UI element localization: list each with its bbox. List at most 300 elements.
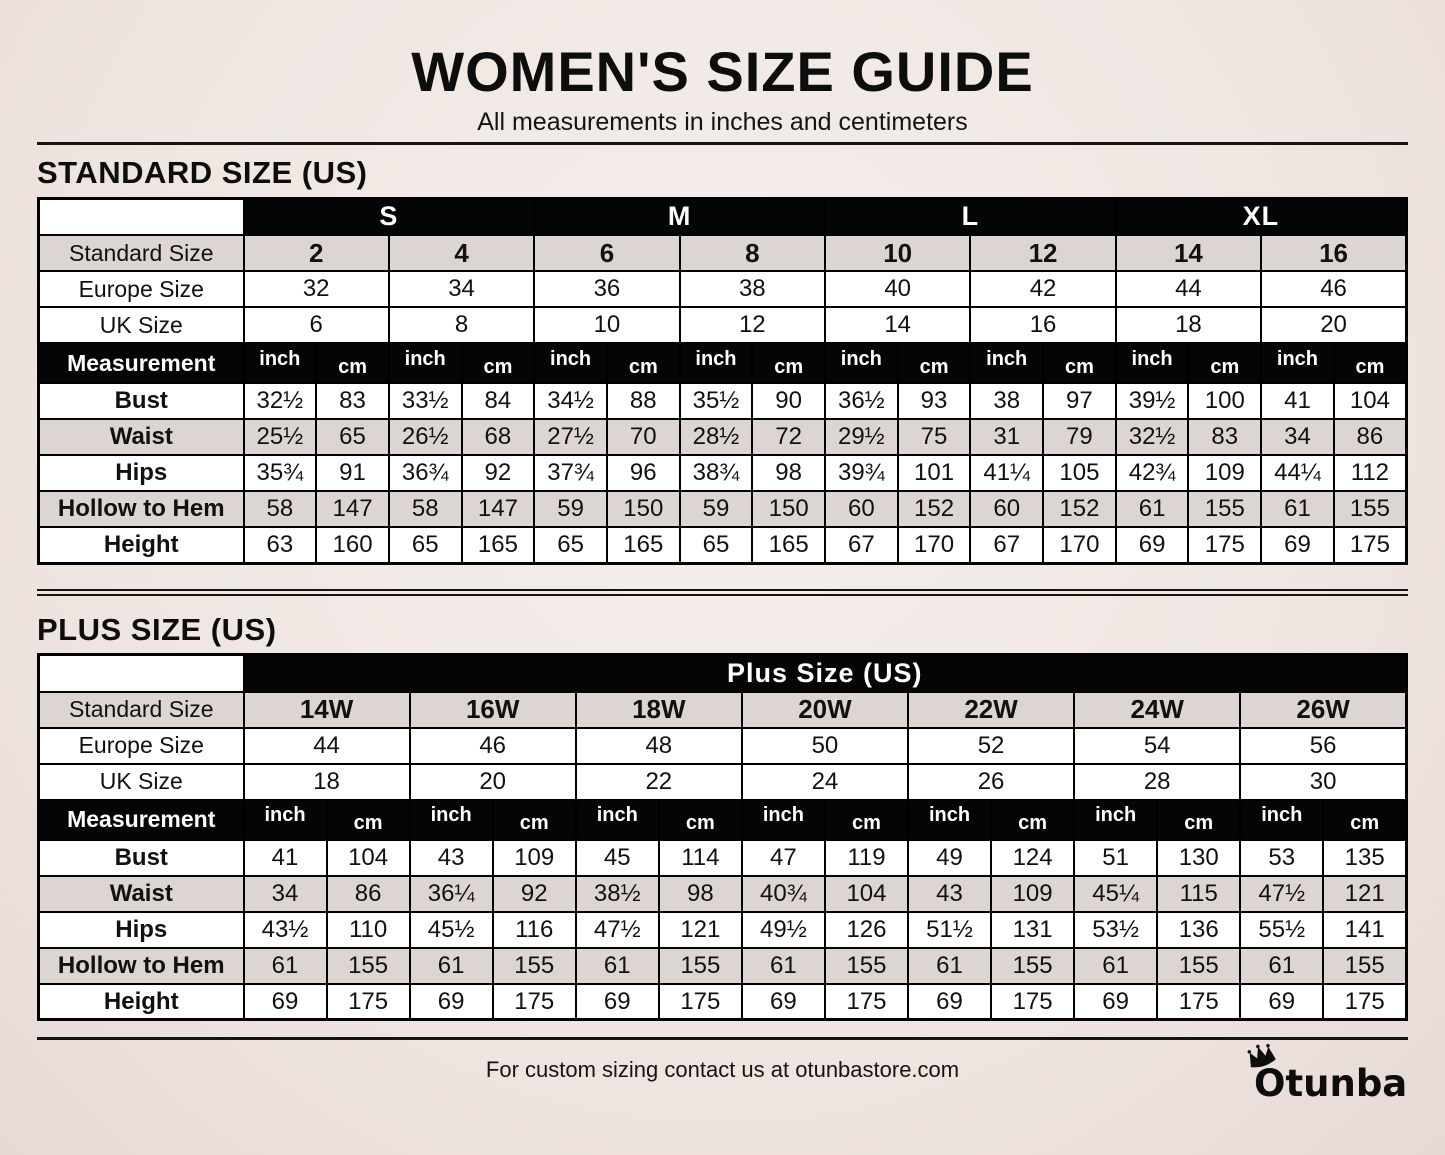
measurement-value-cell <box>1261 419 1334 455</box>
measurement-value-cell <box>244 984 327 1020</box>
size-group-row <box>39 198 1407 235</box>
europe-size-cell <box>389 271 534 307</box>
measurement-value-cell <box>1074 840 1157 876</box>
measurement-value-cell <box>244 455 317 491</box>
unit-inch-label <box>1116 343 1189 383</box>
measurement-value-cell-text: 98 <box>686 879 714 907</box>
measurement-value-cell-text: 41 <box>271 843 299 871</box>
measurement-value-cell <box>1240 948 1323 984</box>
standard-size-cell <box>1116 235 1261 271</box>
measurement-value-cell-text: 136 <box>1178 915 1219 943</box>
measurement-value-cell-text: 40¾ <box>760 879 807 907</box>
measurement-value-cell-text: 70 <box>629 423 657 451</box>
europe-size-cell <box>970 271 1115 307</box>
europe-size-cell <box>825 271 970 307</box>
measurement-value-cell <box>1188 419 1261 455</box>
europe-size-cell-text: 50 <box>811 731 839 759</box>
unit-cm-label <box>752 343 825 383</box>
measurement-value-cell <box>1116 491 1189 527</box>
standard-size-cell <box>1074 692 1240 728</box>
measurement-value-cell <box>607 383 680 419</box>
measurement-value-cell <box>908 876 991 912</box>
measurement-value-cell-text: 36¾ <box>401 459 449 487</box>
measurement-value-cell <box>1261 491 1334 527</box>
measurement-value-cell-text: 160 <box>332 530 373 558</box>
europe-size-cell-text: 52 <box>977 731 1005 759</box>
unit-cm-label-text: cm <box>919 355 949 378</box>
uk-size-row <box>39 307 1407 343</box>
measurement-value-cell-text: 165 <box>623 530 664 558</box>
unit-inch-label-text: inch <box>1276 347 1319 370</box>
measurement-row-label <box>39 419 244 455</box>
measurement-value-cell-text: 45½ <box>427 915 475 943</box>
measurement-value-cell <box>244 419 317 455</box>
europe-size-cell-text: 42 <box>1029 275 1057 303</box>
size-group-header-text: XL <box>1242 201 1280 232</box>
measurement-value-cell <box>1157 876 1240 912</box>
measurement-value-cell <box>316 419 389 455</box>
unit-cm-label <box>898 343 971 383</box>
measurement-value-cell <box>389 455 462 491</box>
unit-cm-label <box>1323 800 1406 840</box>
uk-size-cell-text: 6 <box>309 311 323 339</box>
measurement-value-cell <box>493 948 576 984</box>
measurement-value-cell <box>1261 455 1334 491</box>
measurement-value-cell-text: 51 <box>1102 843 1129 871</box>
measurement-value-cell <box>659 984 742 1020</box>
measurement-value-cell-text: 58 <box>266 495 294 523</box>
standard-size-cell-text: 6 <box>599 237 615 268</box>
measurement-value-cell-text: 61 <box>271 951 299 979</box>
uk-size-cell <box>534 307 679 343</box>
measurement-value-cell <box>1323 948 1406 984</box>
measurement-value-cell <box>607 455 680 491</box>
measurement-value-cell-text: 69 <box>1138 530 1166 558</box>
measurement-value-cell-text: 36½ <box>837 387 885 415</box>
measurement-value-cell <box>576 840 659 876</box>
measurement-value-cell <box>680 419 753 455</box>
measurement-value-cell <box>244 948 327 984</box>
europe-size-cell-text: 32 <box>302 275 330 303</box>
europe-size-row <box>39 271 1407 307</box>
unit-inch-label <box>534 343 607 383</box>
measurement-row-label-text: Hollow to Hem <box>57 495 225 523</box>
measurement-value-cell <box>1323 912 1406 948</box>
standard-size-cell <box>1261 235 1406 271</box>
measurement-value-cell-text: 61 <box>1268 951 1296 979</box>
measurement-value-cell <box>1323 840 1406 876</box>
uk-size-cell <box>244 307 389 343</box>
measurement-value-cell <box>462 455 535 491</box>
measurement-value-cell-text: 25½ <box>256 423 304 451</box>
measurement-value-cell-text: 155 <box>348 951 389 979</box>
standard-size-cell-text: 18W <box>632 694 686 725</box>
size-group-header-text: L <box>961 201 980 232</box>
unit-inch-label-text: inch <box>1261 804 1303 827</box>
measurement-value-cell <box>327 984 410 1020</box>
measurement-value-cell-text: 61 <box>1102 951 1129 979</box>
measurement-value-cell <box>1116 455 1189 491</box>
measurement-value-cell <box>970 527 1043 563</box>
size-group-header <box>1116 198 1407 235</box>
unit-cm-label <box>659 800 742 840</box>
measurement-row <box>39 984 1407 1020</box>
measurement-value-cell-text: 65 <box>557 530 584 558</box>
measurement-header-row <box>39 800 1407 840</box>
measurement-value-cell-text: 61 <box>770 951 797 979</box>
measurement-value-cell <box>1043 419 1116 455</box>
europe-size-cell-text: 34 <box>448 275 475 303</box>
measurement-value-cell <box>410 840 493 876</box>
measurement-value-cell <box>327 948 410 984</box>
measurement-value-cell <box>244 876 327 912</box>
europe-size-row-label <box>39 728 244 764</box>
measurement-value-cell <box>991 876 1074 912</box>
europe-size-cell <box>1074 728 1240 764</box>
measurement-value-cell <box>462 527 535 563</box>
measurement-value-cell <box>607 491 680 527</box>
measurement-value-cell-text: 175 <box>514 987 555 1015</box>
uk-size-cell-text: 8 <box>454 311 469 339</box>
unit-inch-label-text: inch <box>550 347 592 370</box>
standard-size-cell <box>576 692 742 728</box>
measurement-value-cell-text: 175 <box>1349 530 1390 558</box>
measurement-value-cell <box>389 491 462 527</box>
uk-size-cell-text: 28 <box>1143 767 1171 795</box>
footer-contact-text: For custom sizing contact us at otunbastore.com <box>485 1057 960 1083</box>
standard-size-cell <box>680 235 825 271</box>
measurement-value-cell-text: 69 <box>1102 987 1129 1015</box>
measurement-row <box>39 455 1407 491</box>
measurement-value-cell-text: 84 <box>484 387 512 415</box>
unit-cm-label-text: cm <box>1210 355 1240 378</box>
measurement-row-label-text: Height <box>103 530 179 558</box>
measurement-value-cell <box>991 948 1074 984</box>
measurement-header-label-text: Measurement <box>67 806 216 833</box>
size-group-header-text: S <box>379 201 399 232</box>
uk-size-cell-text: 18 <box>1175 311 1202 339</box>
measurement-value-cell-text: 41 <box>1284 387 1311 415</box>
size-group-row <box>39 655 1407 692</box>
measurement-value-cell <box>970 419 1043 455</box>
brand-logo <box>1244 1046 1408 1108</box>
measurement-value-cell-text: 88 <box>629 387 657 415</box>
unit-inch-label-text: inch <box>1095 804 1137 827</box>
unit-cm-label-text: cm <box>852 812 881 835</box>
measurement-value-cell <box>825 419 898 455</box>
measurement-value-cell-text: 61 <box>603 951 631 979</box>
measurement-value-cell-text: 47½ <box>1258 879 1306 907</box>
measurement-value-cell <box>493 912 576 948</box>
footer-divider <box>37 1037 1408 1040</box>
standard-size-cell <box>742 692 908 728</box>
measurement-value-cell <box>410 876 493 912</box>
measurement-value-cell-text: 130 <box>1178 843 1219 871</box>
measurement-value-cell <box>908 912 991 948</box>
measurement-value-cell-text: 155 <box>1344 951 1385 979</box>
measurement-value-cell <box>576 876 659 912</box>
measurement-value-cell-text: 69 <box>936 987 963 1015</box>
measurement-value-cell-text: 104 <box>846 879 887 907</box>
measurement-value-cell-text: 60 <box>993 495 1021 523</box>
europe-size-cell <box>410 728 576 764</box>
measurement-value-cell-text: 61 <box>1138 495 1166 523</box>
europe-size-cell-text: 40 <box>884 275 912 303</box>
measurement-value-cell <box>244 383 317 419</box>
measurement-value-cell-text: 53 <box>1268 843 1296 871</box>
measurement-value-cell <box>680 491 753 527</box>
measurement-value-cell-text: 31 <box>993 423 1021 451</box>
measurement-value-cell <box>898 383 971 419</box>
uk-size-cell <box>970 307 1115 343</box>
measurement-row-label-text: Height <box>103 987 179 1015</box>
standard-size-row <box>39 235 1407 271</box>
measurement-value-cell-text: 69 <box>1268 987 1296 1015</box>
uk-size-cell-text: 20 <box>1320 311 1347 339</box>
standard-size-cell <box>1240 692 1406 728</box>
measurement-value-cell <box>534 455 607 491</box>
measurement-row <box>39 948 1407 984</box>
measurement-value-cell <box>534 527 607 563</box>
europe-size-cell-text: 44 <box>313 731 340 759</box>
uk-size-cell <box>742 764 908 800</box>
unit-cm-label <box>316 343 389 383</box>
measurement-value-cell <box>991 984 1074 1020</box>
measurement-value-cell <box>908 840 991 876</box>
unit-inch-label-text: inch <box>762 804 804 827</box>
measurement-value-cell-text: 119 <box>847 843 886 871</box>
uk-size-row-label-text: UK Size <box>99 768 183 795</box>
unit-cm-label <box>1334 343 1407 383</box>
unit-cm-label-text: cm <box>1018 812 1048 835</box>
measurement-value-cell-text: 51½ <box>926 915 973 943</box>
standard-size-cell-text: 22W <box>964 694 1018 725</box>
measurement-value-cell-text: 69 <box>770 987 797 1015</box>
measurement-value-cell-text: 37¾ <box>547 459 594 487</box>
standard-size-cell <box>970 235 1115 271</box>
unit-inch-label <box>1240 800 1323 840</box>
measurement-value-cell <box>316 383 389 419</box>
measurement-value-cell-text: 155 <box>680 951 721 979</box>
measurement-value-cell-text: 34 <box>271 879 299 907</box>
measurement-value-cell <box>462 491 535 527</box>
standard-size-cell-text: 8 <box>745 237 760 268</box>
measurement-value-cell <box>898 455 971 491</box>
uk-size-row-label <box>39 764 244 800</box>
measurement-value-cell-text: 69 <box>437 987 465 1015</box>
europe-size-cell <box>908 728 1074 764</box>
unit-inch-label-text: inch <box>596 804 638 827</box>
unit-cm-label-text: cm <box>1184 812 1214 835</box>
measurement-value-cell <box>1074 876 1157 912</box>
page-subtitle: All measurements in inches and centimeters <box>477 108 968 136</box>
measurement-value-cell <box>1334 527 1407 563</box>
measurement-value-cell-text: 49 <box>936 843 963 871</box>
measurement-value-cell <box>1188 491 1261 527</box>
uk-size-cell <box>1116 307 1261 343</box>
measurement-value-cell <box>576 984 659 1020</box>
europe-size-row-label-text: Europe Size <box>78 732 204 759</box>
standard-size-cell-text: 14 <box>1173 237 1203 268</box>
measurement-value-cell-text: 110 <box>348 915 388 943</box>
europe-size-cell <box>244 728 410 764</box>
unit-cm-label <box>462 343 535 383</box>
europe-size-cell <box>1116 271 1261 307</box>
measurement-value-cell-text: 67 <box>847 530 875 558</box>
unit-inch-label-text: inch <box>695 347 737 370</box>
uk-size-cell-text: 12 <box>738 311 766 339</box>
measurement-row-label <box>39 984 244 1020</box>
measurement-value-cell <box>244 840 327 876</box>
measurement-value-cell <box>825 912 908 948</box>
measurement-value-cell <box>659 876 742 912</box>
unit-cm-label-text: cm <box>1064 355 1094 378</box>
unit-cm-label-text: cm <box>685 812 715 835</box>
standard-size-cell <box>244 235 389 271</box>
measurement-value-cell-text: 60 <box>847 495 875 523</box>
uk-size-row-label-text: UK Size <box>99 311 183 338</box>
measurement-value-cell <box>752 491 825 527</box>
measurement-value-cell-text: 170 <box>914 530 955 558</box>
standard-size-cell <box>389 235 534 271</box>
measurement-value-cell <box>908 948 991 984</box>
measurement-value-cell <box>1157 948 1240 984</box>
measurement-value-cell <box>244 491 317 527</box>
measurement-value-cell-text: 150 <box>768 495 809 523</box>
size-group-header <box>825 198 1116 235</box>
plus-size-table <box>37 653 1408 1021</box>
measurement-value-cell <box>534 491 607 527</box>
uk-size-cell-text: 20 <box>479 767 507 795</box>
measurement-value-cell-text: 124 <box>1012 843 1053 871</box>
measurement-value-cell-text: 126 <box>846 915 887 943</box>
measurement-value-cell-text: 141 <box>1344 915 1385 943</box>
measurement-value-cell-text: 69 <box>1284 530 1311 558</box>
measurement-row-label <box>39 948 244 984</box>
measurement-row <box>39 912 1407 948</box>
measurement-value-cell <box>1188 455 1261 491</box>
measurement-value-cell-text: 49½ <box>760 915 807 943</box>
uk-size-row-label <box>39 307 244 343</box>
measurement-value-cell-text: 86 <box>354 879 382 907</box>
europe-size-cell <box>680 271 825 307</box>
measurement-value-cell <box>244 912 327 948</box>
standard-size-cell-text: 12 <box>1028 237 1058 268</box>
measurement-value-cell-text: 147 <box>477 495 518 523</box>
measurement-value-cell-text: 114 <box>681 843 720 871</box>
measurement-value-cell <box>1043 455 1116 491</box>
measurement-value-cell-text: 69 <box>603 987 631 1015</box>
uk-size-cell <box>576 764 742 800</box>
uk-size-cell <box>825 307 970 343</box>
measurement-value-cell <box>1240 876 1323 912</box>
europe-size-cell-text: 46 <box>479 731 507 759</box>
size-group-header <box>244 655 1407 692</box>
measurement-value-cell-text: 175 <box>1012 987 1053 1015</box>
table-spacer-cell <box>39 655 244 692</box>
measurement-header-label <box>39 800 244 840</box>
measurement-value-cell-text: 38½ <box>593 879 641 907</box>
standard-size-table <box>37 197 1408 565</box>
measurement-value-cell <box>1157 912 1240 948</box>
europe-size-cell-text: 44 <box>1175 275 1202 303</box>
unit-cm-label-text: cm <box>338 355 367 378</box>
measurement-value-cell <box>680 455 753 491</box>
measurement-row <box>39 840 1407 876</box>
europe-size-cell-text: 54 <box>1143 731 1171 759</box>
measurement-value-cell-text: 65 <box>339 423 366 451</box>
unit-cm-label <box>991 800 1074 840</box>
measurement-value-cell-text: 175 <box>1204 530 1245 558</box>
europe-size-cell-text: 46 <box>1320 275 1347 303</box>
measurement-row-label <box>39 876 244 912</box>
brand-name: Otunba <box>1254 1062 1408 1106</box>
measurement-value-cell <box>1334 419 1407 455</box>
measurement-value-cell <box>316 455 389 491</box>
size-group-header-text: Plus Size (US) <box>726 658 923 689</box>
europe-size-cell <box>576 728 742 764</box>
unit-inch-label <box>244 800 327 840</box>
measurement-value-cell <box>752 419 825 455</box>
section-divider <box>37 589 1408 596</box>
standard-size-cell-text: 10 <box>883 237 913 268</box>
measurement-value-cell <box>898 491 971 527</box>
measurement-value-cell <box>493 984 576 1020</box>
measurement-value-cell <box>1323 876 1406 912</box>
measurement-value-cell-text: 91 <box>339 459 366 487</box>
measurement-value-cell-text: 152 <box>1059 495 1100 523</box>
measurement-value-cell <box>1074 948 1157 984</box>
measurement-value-cell <box>1240 840 1323 876</box>
measurement-row-label-text: Hips <box>115 459 168 487</box>
unit-inch-label <box>908 800 991 840</box>
measurement-value-cell-text: 43 <box>437 843 465 871</box>
measurement-value-cell-text: 34½ <box>547 387 594 415</box>
measurement-value-cell-text: 47 <box>770 843 797 871</box>
measurement-row-label-text: Waist <box>109 879 173 907</box>
measurement-value-cell <box>1240 984 1323 1020</box>
plus-section-heading: PLUS SIZE (US) <box>37 611 277 647</box>
measurement-value-cell <box>1074 984 1157 1020</box>
europe-size-row-label-text: Europe Size <box>78 275 204 302</box>
measurement-value-cell-text: 34 <box>1284 423 1311 451</box>
unit-cm-label <box>1043 343 1116 383</box>
size-group-header-text: M <box>667 201 692 232</box>
measurement-value-cell-text: 165 <box>477 530 518 558</box>
measurement-value-cell-text: 28½ <box>692 423 740 451</box>
unit-inch-label-text: inch <box>264 804 306 827</box>
measurement-value-cell-text: 45¼ <box>1092 879 1140 907</box>
measurement-value-cell-text: 155 <box>1178 951 1219 979</box>
standard-size-row-label <box>39 235 244 271</box>
measurement-row-label <box>39 912 244 948</box>
measurement-value-cell-text: 41¼ <box>983 459 1031 487</box>
uk-size-cell <box>1240 764 1406 800</box>
measurement-value-cell-text: 112 <box>1350 459 1390 487</box>
measurement-value-cell <box>742 840 825 876</box>
measurement-value-cell <box>1043 491 1116 527</box>
measurement-value-cell <box>316 527 389 563</box>
measurement-value-cell-text: 109 <box>1204 459 1245 487</box>
measurement-value-cell <box>1043 527 1116 563</box>
measurement-value-cell <box>410 912 493 948</box>
measurement-row <box>39 383 1407 419</box>
europe-size-cell-text: 48 <box>645 731 673 759</box>
unit-inch-label <box>410 800 493 840</box>
header-divider <box>37 142 1408 145</box>
europe-size-cell-text: 56 <box>1309 731 1337 759</box>
measurement-value-cell <box>680 383 753 419</box>
